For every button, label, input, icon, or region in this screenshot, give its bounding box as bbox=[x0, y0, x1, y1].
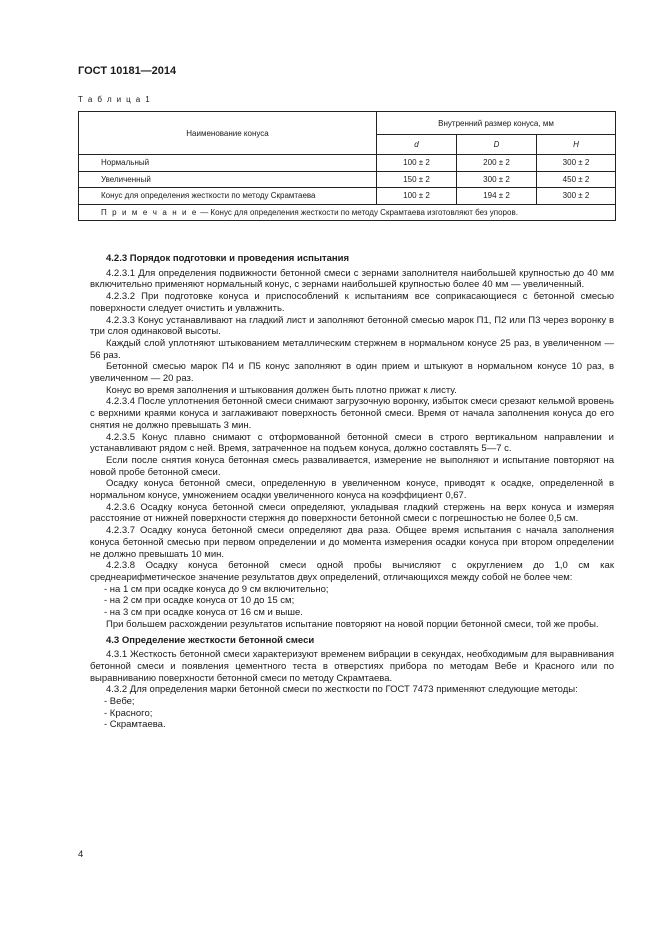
list-item: - на 2 см при осадке конуса от 10 до 15 см; bbox=[104, 595, 295, 607]
table-note bbox=[79, 204, 616, 220]
header-H: H bbox=[537, 135, 616, 155]
note-label: П р и м е ч а н и е bbox=[101, 207, 198, 217]
paragraph: Конус во время заполнения и штыкования должен быть плотно прижат к листу. bbox=[106, 384, 457, 396]
paragraph: 4.2.3.5 Конус плавно снимают с отформованной бетонной смеси в строго вертикальном направлении и устанавливают рядом с ней. Время, затраченное на подъем конуса, должно составлять 5—7 с. bbox=[90, 431, 614, 455]
cell-H: 300 ± 2 bbox=[537, 155, 616, 172]
header-inner-size: Внутренний размер конуса, мм bbox=[377, 112, 616, 135]
cell-d: 100 ± 2 bbox=[377, 155, 457, 172]
section-heading-4-2-3: 4.2.3 Порядок подготовки и проведения испытания bbox=[106, 253, 350, 264]
paragraph: При большем расхождении результатов испытание повторяют на новой порции бетонной смеси, той же пробы. bbox=[106, 618, 599, 630]
paragraph: Бетонной смесью марок П4 и П5 конус заполняют в один прием и штыкуют в нормальном конусе 10 раз, в увеличенном — 20 раз. bbox=[90, 361, 614, 385]
paragraph: 4.2.3.7 Осадку конуса бетонной смеси определяют два раза. Общее время испытания с начала заполнения конуса бетонной смесью при первом определении и до момента измерения осадки конуса при втором определении не должно превышать 10 мин. bbox=[90, 525, 614, 560]
cone-dimensions-table bbox=[78, 111, 616, 221]
paragraph: 4.2.3.4 После уплотнения бетонной смеси снимают загрузочную воронку, избыток смеси срезают кельмой вровень с верхними краями конуса и заглаживают поверхность бетонной смеси. Время от начала заполнения конуса до его снятия не должно превышать 3 мин. bbox=[90, 396, 614, 431]
list-item: - на 3 см при осадке конуса от 16 см и выше. bbox=[104, 607, 303, 619]
table-note-row bbox=[79, 204, 616, 220]
list-item: - на 1 см при осадке конуса до 9 см включительно; bbox=[104, 583, 329, 595]
paragraph: Каждый слой уплотняют штыкованием металлическим стержнем в нормальном конусе 25 раз, в увеличенном — 56 раз. bbox=[90, 337, 614, 361]
page-number: 4 bbox=[78, 849, 84, 860]
cell-D: 200 ± 2 bbox=[457, 155, 537, 172]
paragraph: Если после снятия конуса бетонная смесь разваливается, измерение не выполняют и испытание повторяют на новой пробе бетонной смеси. bbox=[90, 454, 614, 478]
section-heading-4-3: 4.3 Определение жесткости бетонной смеси bbox=[106, 634, 315, 646]
table-header-row bbox=[79, 112, 616, 135]
paragraph: 4.2.3.8 Осадку конуса бетонной смеси одной пробы вычисляют с округлением до 1,0 см как среднеарифметическое значение результатов двух определений, отличающихся между собой не более чем: bbox=[90, 560, 614, 583]
document-header: ГОСТ 10181—2014 bbox=[78, 65, 177, 77]
cell-D: 300 ± 2 bbox=[457, 171, 537, 188]
header-d: d bbox=[377, 135, 457, 155]
paragraph: 4.2.3.3 Конус устанавливают на гладкий лист и заполняют бетонной смесью марок П1, П2 или П3 через воронку в три слоя одинаковой высоты. bbox=[90, 314, 614, 338]
cone-name: Увеличенный bbox=[79, 171, 377, 188]
paragraph: 4.2.3.2 При подготовке конуса и приспособлений к испытаниям все соприкасающиеся с бетонной смесью поверхности следует очистить и увлажнить. bbox=[90, 291, 614, 314]
table-row bbox=[79, 188, 616, 205]
paragraph: 4.3.2 Для определения марки бетонной смеси по жесткости по ГОСТ 7473 применяют следующие методы: bbox=[106, 684, 578, 696]
cone-name: Конус для определения жесткости по методу Скрамтаева bbox=[79, 188, 377, 205]
cone-name: Нормальный bbox=[79, 155, 377, 172]
paragraph: 4.3.1 Жесткость бетонной смеси характеризуют временем вибрации в секундах, необходимым для выравнивания бетонной смеси и появления цементного теста в отверстиях прибора по методам Вебе и Красного или по выравниванию поверхности бетонной смеси по методу Скрамтаева. bbox=[90, 649, 614, 684]
cell-D: 194 ± 2 bbox=[457, 188, 537, 205]
list-item: - Красного; bbox=[104, 707, 153, 719]
paragraph: 4.2.3.1 Для определения подвижности бетонной смеси с зернами заполнителя наибольшей крупностью до 40 мм включительно применяют нормальный конус, с зернами наибольшей крупностью более 40 мм — увеличенный. bbox=[90, 267, 614, 291]
paragraph: Осадку конуса бетонной смеси, определенную в увеличенном конусе, приводят к осадке, определенной в нормальном конусе, умножением осадки увеличенного конуса на коэффициент 0,67. bbox=[90, 478, 614, 502]
cell-H: 300 ± 2 bbox=[537, 188, 616, 205]
body-text bbox=[90, 251, 614, 731]
table-caption: Т а б л и ц а 1 bbox=[78, 95, 152, 104]
table-row bbox=[79, 155, 616, 172]
note-text: — Конус для определения жесткости по методу Скрамтаева изготовляют без упоров. bbox=[197, 207, 518, 217]
cell-H: 450 ± 2 bbox=[537, 171, 616, 188]
list-item: - Скрамтаева. bbox=[104, 719, 166, 731]
list-item: - Вебе; bbox=[104, 696, 135, 708]
header-D: D bbox=[457, 135, 537, 155]
paragraph: 4.2.3.6 Осадку конуса бетонной смеси определяют, укладывая гладкий стержень на верх конуса и измеряя расстояние от нижней поверхности стержня до поверхности бетонной смеси с погрешностью не более 0,5 см. bbox=[90, 501, 614, 525]
table-row bbox=[79, 171, 616, 188]
cell-d: 100 ± 2 bbox=[377, 188, 457, 205]
cell-d: 150 ± 2 bbox=[377, 171, 457, 188]
header-cone-name: Наименование конуса bbox=[79, 112, 377, 155]
